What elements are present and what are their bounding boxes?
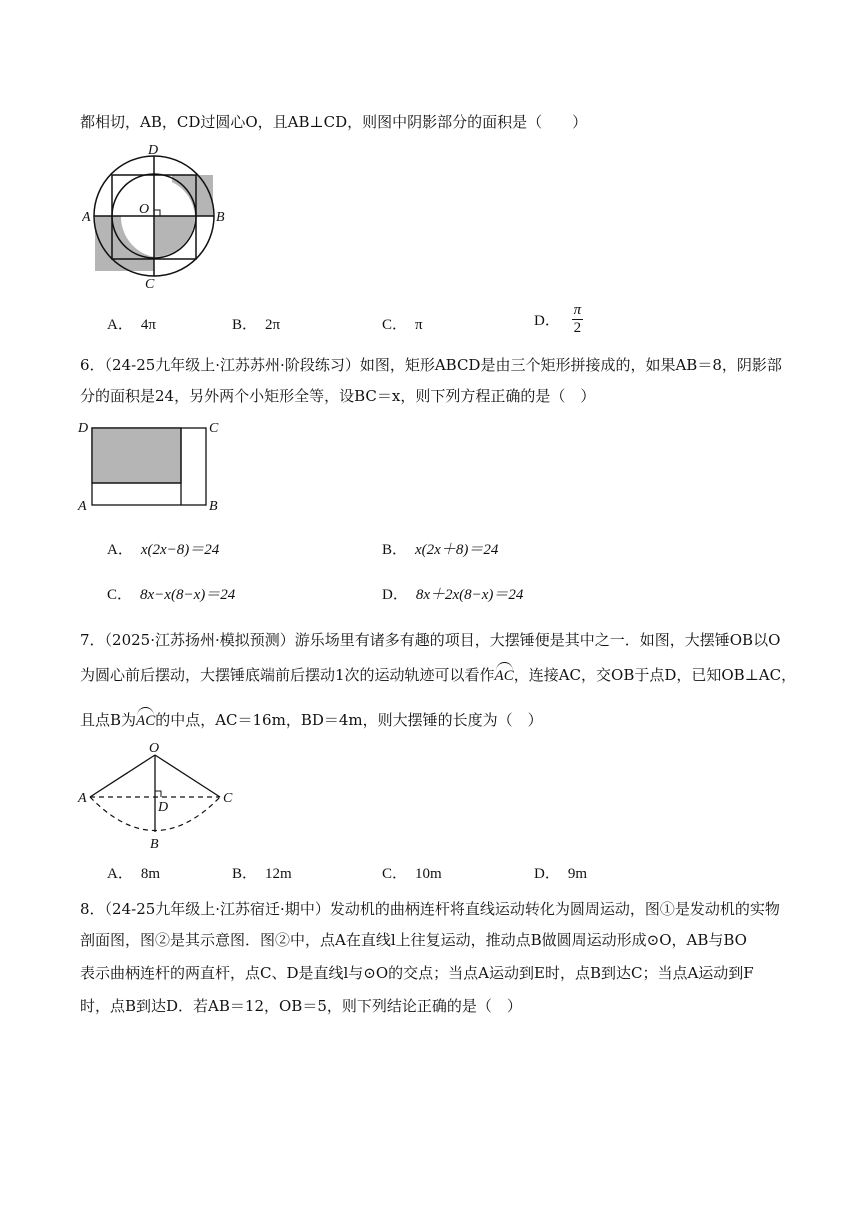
q5-option-b[interactable]: B． 2π <box>232 317 281 333</box>
q5-figure <box>82 140 232 290</box>
q7-figure <box>76 740 246 852</box>
q5-label-c: C <box>145 277 155 290</box>
q5-label-o: O <box>139 202 150 217</box>
q7-option-b[interactable]: B． 12m <box>232 866 292 882</box>
q5-option-a[interactable]: A． 4π <box>107 317 156 333</box>
q7-label-c: C <box>223 791 233 806</box>
q6-option-b[interactable]: B． x(2x＋8)＝24 <box>382 542 499 558</box>
q7-label-a: A <box>78 791 87 806</box>
q6-stem-line1: 6．（24-25九年级上·江苏苏州·阶段练习）如图，矩形ABCD是由三个矩形拼接成的，如果AB＝8，阴影部 <box>80 356 782 374</box>
q6-option-d[interactable]: D． 8x＋2x(8−x)＝24 <box>382 587 524 603</box>
q5-option-d[interactable]: D． $\frac{\pi}{2}$ <box>534 302 582 336</box>
q8-stem-line4: 时，点B到达D．若AB＝12，OB＝5，则下列结论正确的是（ ） <box>80 997 522 1015</box>
q7-label-d: D <box>158 800 169 815</box>
q6-option-c[interactable]: C． 8x−x(8−x)＝24 <box>107 587 236 603</box>
q7-stem-line2: 为圆心前后摆动，大摆锤底端前后摆动1次的运动轨迹可以看作AC，连接AC，交OB于点D，已知OB⊥AC， <box>80 666 797 684</box>
q5-label-a: A <box>82 210 91 225</box>
q6-option-a[interactable]: A． x(2x−8)＝24 <box>107 542 220 558</box>
q7-option-a[interactable]: A． 8m <box>107 866 161 882</box>
q7-stem-line3: 且点B为AC的中点，AC＝16m，BD＝4m，则大摆锤的长度为（ ） <box>80 711 543 729</box>
q8-stem-line1: 8．（24-25九年级上·江苏宿迁·期中）发动机的曲柄连杆将直线运动转化为圆周运动，图①是发动机的实物 <box>80 900 780 918</box>
q5-stem: 都相切，AB，CD过圆心O，且AB⊥CD，则图中阴影部分的面积是（ ） <box>80 113 588 131</box>
q7-label-b: B <box>150 837 159 852</box>
q7-arc-ac-2: AC <box>136 713 156 729</box>
q6-label-b: B <box>209 499 218 514</box>
q5-label-d: D <box>148 143 159 158</box>
q7-stem-line1: 7．（2025·江苏扬州·模拟预测）游乐场里有诸多有趣的项目，大摆锤便是其中之一．如图，大摆锤OB以O <box>80 631 781 649</box>
q7-option-c[interactable]: C． 10m <box>382 866 442 882</box>
q7-label-o: O <box>149 741 160 756</box>
q8-stem-line2: 剖面图，图②是其示意图．图②中，点A在直线l上往复运动，推动点B做圆周运动形成⊙O，AB与BO <box>80 931 747 949</box>
q5-label-b: B <box>216 210 225 225</box>
q8-stem-line3: 表示曲柄连杆的两直杆，点C、D是直线l与⊙O的交点；当点A运动到E时，点B到达C；当点A运动到F <box>80 964 754 982</box>
q6-label-a: A <box>78 499 87 514</box>
q6-figure <box>76 418 226 518</box>
q6-stem-line2: 分的面积是24，另外两个小矩形全等，设BC＝x，则下列方程正确的是（ ） <box>80 387 596 405</box>
q6-label-d: D <box>78 421 89 436</box>
q7-arc-ac: AC <box>494 668 514 684</box>
q5-option-c[interactable]: C． π <box>382 317 423 333</box>
q6-label-c: C <box>209 421 219 436</box>
q7-option-d[interactable]: D． 9m <box>534 866 588 882</box>
